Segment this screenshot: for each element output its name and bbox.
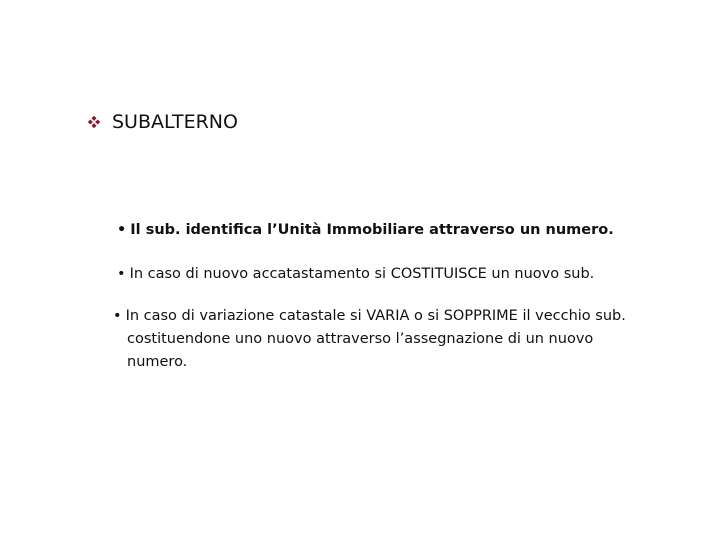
bullet-dot: • bbox=[117, 266, 126, 282]
slide-heading: SUBALTERNO bbox=[112, 111, 238, 133]
bullet-point-1 bbox=[117, 219, 614, 241]
bullet-point-2-text: In caso di nuovo accatastamento si COSTITUISCE un nuovo sub. bbox=[129, 266, 595, 282]
bullet-point-1-text: Il sub. identifica l’Unità Immobiliare attraverso un numero. bbox=[130, 222, 614, 238]
bullet-dot: • bbox=[113, 308, 122, 324]
diamond-bullet-icon bbox=[88, 116, 100, 128]
bullet-point-3-text: In caso di variazione catastale si VARIA o si SOPPRIME il vecchio sub. bbox=[125, 308, 626, 324]
bullet-point-3-continuation-1: costituendone uno nuovo attraverso l’assegnazione di un nuovo bbox=[127, 331, 594, 347]
bullet-dot: • bbox=[117, 222, 127, 238]
bullet-point-3 bbox=[113, 305, 626, 327]
bullet-point-3-continuation-2: numero. bbox=[127, 354, 188, 370]
bullet-point-2 bbox=[117, 263, 594, 285]
